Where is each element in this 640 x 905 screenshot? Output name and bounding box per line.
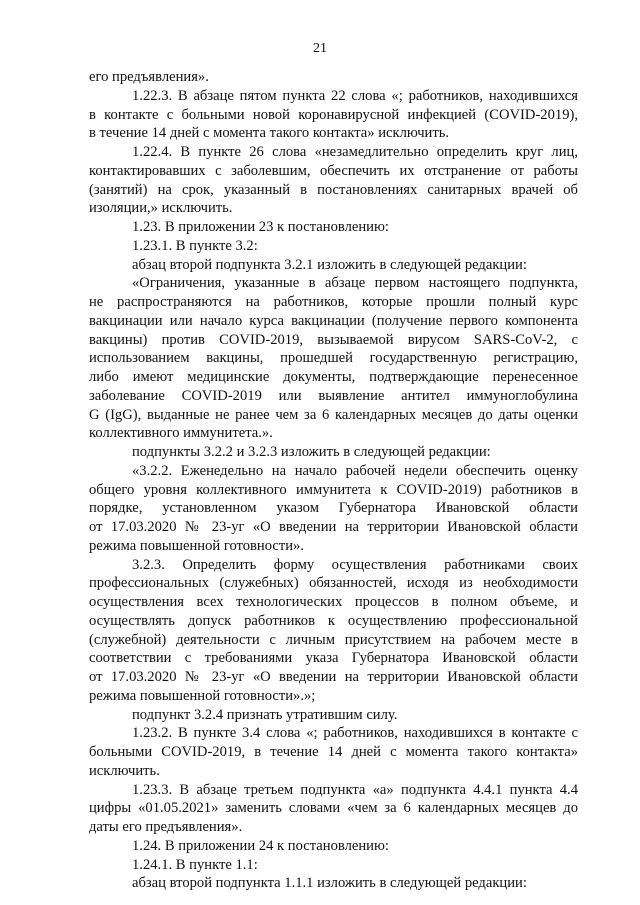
text-line: осуществлять допуск работников к осуществлению профессиональной [89, 612, 578, 629]
text-line: (служебной) деятельности с личным присутствием на рабочем месте в [89, 631, 578, 648]
text-line: в контакте с больными новой коронавирусной инфекцией (COVID-2019), [89, 106, 578, 123]
text-line: от 17.03.2020 № 23-уг «О введении на территории Ивановской области [89, 669, 578, 685]
text-line: контактировавших с заболевшим, обеспечить их отстранение от работы [89, 162, 578, 179]
text-line: порядке, установленном указом Губернатора Ивановской области [89, 500, 578, 517]
text-line: 1.22.3. В абзаце пятом пункта 22 слова «; работников, находившихся [132, 87, 578, 104]
text-line: подпункты 3.2.2 и 3.2.3 изложить в следующей редакции: [132, 444, 491, 460]
text-line: от 17.03.2020 № 23-уг «О введении на территории Ивановской области [89, 519, 578, 535]
text-line: 1.22.4. В пункте 26 слова «незамедлительно определить круг лиц, [132, 144, 578, 160]
text-line: использованием вакцины, прошедшей государственную регистрацию, [89, 350, 578, 367]
text-line: абзац второй подпункта 3.2.1 изложить в следующей редакции: [132, 256, 527, 273]
page-number: 21 [313, 41, 327, 56]
text-line: осуществления всех технологических процессов в полном объеме, и [89, 594, 578, 610]
text-line: абзац второй подпункта 1.1.1 изложить в следующей редакции: [132, 875, 527, 892]
text-line: (занятий) на срок, указанный в постановлениях санитарных врачей об [89, 181, 578, 198]
text-line: профессиональных (служебных) обязанностей, исходя из необходимости [89, 575, 578, 592]
text-line: 1.23.1. В пункте 3.2: [132, 237, 258, 254]
text-line: общего уровня коллективного иммунитета к COVID-2019) работников в [89, 481, 578, 498]
text-line: «Ограничения, указанные в абзаце первом настоящего подпункта, [132, 275, 578, 292]
text-line: даты его предъявления». [89, 819, 243, 835]
text-line: 1.23.3. В абзаце третьем подпункта «а» подпункта 4.4.1 пункта 4.4 [132, 781, 578, 798]
text-line: 1.24. В приложении 24 к постановлению: [132, 837, 389, 854]
text-line: соответствии с требованиями указа Губернатора Ивановской области [89, 650, 578, 667]
text-line: подпункт 3.2.4 признать утратившим силу. [132, 706, 398, 723]
text-line: «3.2.2. Еженедельно на начало рабочей недели обеспечить оценку [132, 462, 578, 479]
text-line: больными COVID-2019, в течение 14 дней с момента такого контакта» [89, 744, 578, 760]
text-line: цифры «01.05.2021» заменить словами «чем за 6 календарных месяцев до [89, 800, 578, 817]
text-line: исключить. [89, 762, 160, 779]
text-line: 1.23. В приложении 23 к постановлению: [132, 219, 389, 235]
text-line: 1.23.2. В пункте 3.4 слова «; работников, находившихся в контакте с [132, 725, 578, 742]
document-body [89, 68, 578, 893]
text-line: вакцины) против COVID-2019, вызываемой вирусом SARS-CoV-2, с [89, 331, 578, 348]
text-line: 1.24.1. В пункте 1.1: [132, 856, 258, 873]
text-line: вакцинации или начало курса вакцинации (получение первого компонента [89, 312, 578, 329]
text-line: либо имеют медицинские документы, подтверждающие перенесенное [89, 369, 578, 385]
text-line: в течение 14 дней с момента такого контакта» исключить. [89, 125, 450, 142]
text-line: 3.2.3. Определить форму осуществления работниками своих [132, 556, 578, 573]
text-line: коллективного иммунитета.». [89, 425, 273, 442]
text-line: режима повышенной готовности».»; [89, 687, 316, 704]
text-line: его предъявления». [89, 69, 209, 85]
text-line: изоляции,» исключить. [89, 200, 233, 217]
text-line: G (IgG), выданные не ранее чем за 6 календарных месяцев до даты оценки [89, 406, 578, 423]
text-line: заболевание COVID-2019 или выявление антител иммуноглобулина [89, 387, 578, 404]
text-line: режима повышенной готовности». [89, 537, 305, 554]
text-line: не распространяются на работников, которые прошли полный курс [89, 294, 578, 310]
